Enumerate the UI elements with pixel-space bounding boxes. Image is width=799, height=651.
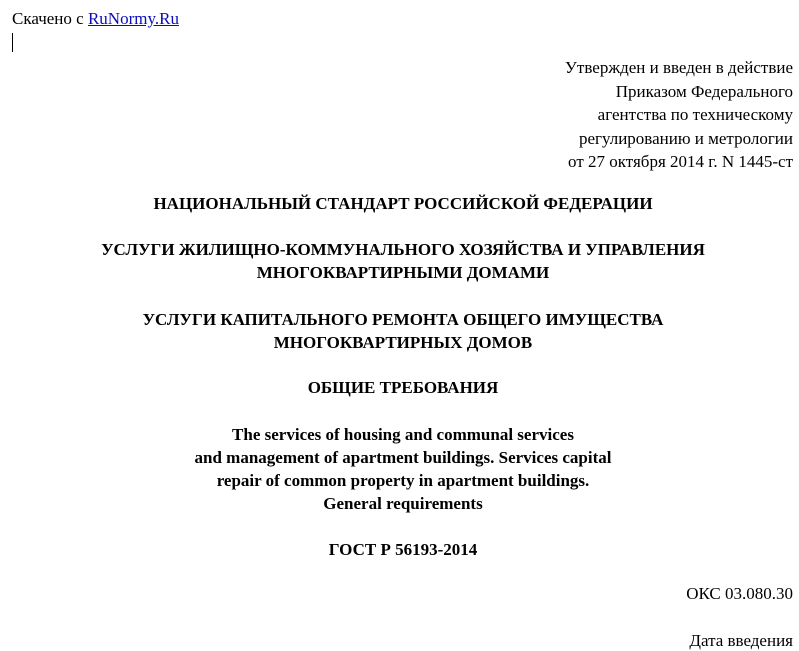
source-line bbox=[12, 9, 179, 29]
approval-line: регулированию и метрологии bbox=[578, 128, 793, 148]
ocs-code: ОКС 03.080.30 bbox=[686, 584, 793, 603]
general-requirements-heading bbox=[0, 376, 799, 399]
heading-line: УСЛУГИ КАПИТАЛЬНОГО РЕМОНТА ОБЩЕГО ИМУЩЕСТВА bbox=[142, 310, 664, 329]
approval-line: Утвержден и введен в действие bbox=[564, 58, 793, 77]
english-title bbox=[0, 423, 799, 515]
approval-block bbox=[565, 56, 793, 174]
heading-line: repair of common property in apartment buildings. bbox=[216, 471, 590, 490]
source-prefix: Скачено с bbox=[12, 9, 88, 28]
national-standard-heading bbox=[0, 192, 799, 215]
heading-line: The services of housing and communal services bbox=[232, 425, 574, 444]
heading-line: ОБЩИЕ ТРЕБОВАНИЯ bbox=[307, 378, 499, 397]
intro-date-label: Дата введения bbox=[689, 631, 793, 650]
approval-line: от 27 октября 2014 г. N 1445-ст bbox=[568, 152, 793, 171]
heading-line: and management of apartment buildings. Services capital bbox=[194, 448, 612, 467]
heading-line: УСЛУГИ ЖИЛИЩНО-КОММУНАЛЬНОГО ХОЗЯЙСТВА И УПРАВЛЕНИЯ bbox=[101, 240, 705, 259]
text-cursor bbox=[12, 33, 13, 52]
heading-line: НАЦИОНАЛЬНЫЙ СТАНДАРТ РОССИЙСКОЙ ФЕДЕРАЦИИ bbox=[153, 194, 653, 213]
heading-line: МНОГОКВАРТИРНЫМИ ДОМАМИ bbox=[256, 263, 550, 282]
approval-line: агентства по техническому bbox=[597, 105, 793, 124]
source-link[interactable]: RuNormy.Ru bbox=[87, 9, 179, 28]
heading-line: General requirements bbox=[323, 494, 483, 513]
gost-number bbox=[0, 538, 799, 561]
repair-title bbox=[0, 308, 799, 354]
approval-line: Приказом Федерального bbox=[615, 81, 793, 101]
heading-line: МНОГОКВАРТИРНЫХ ДОМОВ bbox=[273, 333, 533, 352]
heading-line: ГОСТ Р 56193-2014 bbox=[328, 540, 478, 559]
services-title bbox=[0, 238, 799, 284]
